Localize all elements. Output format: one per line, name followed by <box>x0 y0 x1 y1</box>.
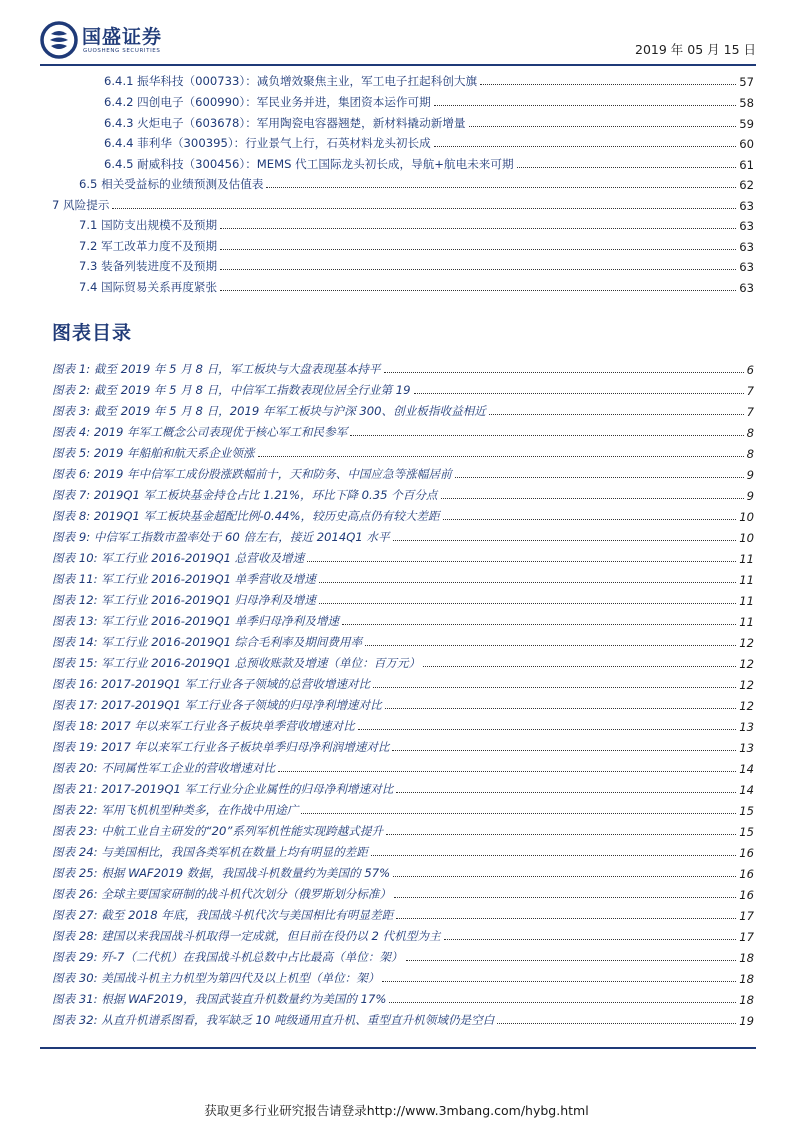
figure-entry-label: 图表 14: 军工行业 2016-2019Q1 综合毛利率及期间费用率 <box>52 635 363 649</box>
figure-entry[interactable] <box>52 882 754 902</box>
figure-entry[interactable] <box>52 693 754 713</box>
toc-entry-label: 6.4.4 菲利华（300395）：行业景气上行，石英材料龙头初长成 <box>104 136 431 150</box>
toc-entry[interactable] <box>79 234 754 254</box>
leader-dots <box>307 561 736 562</box>
toc-entry[interactable] <box>104 69 754 89</box>
figure-entry[interactable] <box>52 378 754 398</box>
leader-dots <box>384 372 744 373</box>
leader-dots <box>258 456 744 457</box>
figure-entry[interactable] <box>52 777 754 797</box>
leader-dots <box>319 582 736 583</box>
toc-entry[interactable] <box>79 172 754 192</box>
figure-entry-page: 15 <box>739 804 754 818</box>
figure-entry-page: 8 <box>746 426 754 440</box>
figure-entry-page: 16 <box>739 867 754 881</box>
leader-dots <box>396 792 736 793</box>
figure-entry-label: 图表 22: 军用飞机机型种类多，在作战中用途广 <box>52 803 299 817</box>
figure-entry-label: 图表 15: 军工行业 2016-2019Q1 总预收账款及增速（单位：百万元） <box>52 656 421 670</box>
figure-entry-label: 图表 29: 歼-7（二代机）在我国战斗机总数中占比最高（单位：架） <box>52 950 403 964</box>
figure-entry-page: 14 <box>739 783 754 797</box>
figure-entry[interactable] <box>52 462 754 482</box>
figure-entry[interactable] <box>52 714 754 734</box>
figure-entry-label: 图表 4: 2019 年军工概念公司表现优于核心军工和民参军 <box>52 425 348 439</box>
figure-entry-label: 图表 17: 2017-2019Q1 军工行业各子领域的归母净利增速对比 <box>52 698 382 712</box>
leader-dots <box>220 249 736 250</box>
figure-entry[interactable] <box>52 756 754 776</box>
figure-entry-label: 图表 16: 2017-2019Q1 军工行业各子领域的总营收增速对比 <box>52 677 371 691</box>
figure-entry[interactable] <box>52 525 754 545</box>
leader-dots <box>394 897 736 898</box>
leader-dots <box>434 105 737 106</box>
leader-dots <box>444 939 737 940</box>
figure-entry[interactable] <box>52 924 754 944</box>
page-header <box>40 18 756 64</box>
figure-entry-page: 12 <box>739 636 754 650</box>
figure-entry-page: 18 <box>739 972 754 986</box>
logo-text-en: GUOSHENG SECURITIES <box>83 48 161 54</box>
figure-entry[interactable] <box>52 966 754 986</box>
toc-entry-page: 63 <box>739 240 754 254</box>
figure-entry-page: 11 <box>739 594 754 608</box>
figure-entry-page: 7 <box>746 384 754 398</box>
figure-entry[interactable] <box>52 735 754 755</box>
leader-dots <box>392 750 736 751</box>
leader-dots <box>358 729 737 730</box>
figure-entry-label: 图表 31: 根据 WAF2019，我国武装直升机数量约为美国的 17% <box>52 992 387 1006</box>
figure-entry-page: 18 <box>739 951 754 965</box>
leader-dots <box>396 918 736 919</box>
figure-entry[interactable] <box>52 630 754 650</box>
leader-dots <box>517 167 737 168</box>
figure-entry-label: 图表 7: 2019Q1 军工板块基金持仓占比 1.21%，环比下降 0.35 个百分点 <box>52 488 438 502</box>
toc-entry-page: 61 <box>739 158 754 172</box>
leader-dots <box>469 126 737 127</box>
leader-dots <box>350 435 743 436</box>
toc-entry-label: 7.2 军工改革力度不及预期 <box>79 239 218 253</box>
toc-entry[interactable] <box>104 111 754 131</box>
figure-entry-page: 12 <box>739 699 754 713</box>
figure-entry-label: 图表 25: 根据 WAF2019 数据，我国战斗机数量约为美国的 57% <box>52 866 391 880</box>
leader-dots <box>319 603 736 604</box>
figure-entry[interactable] <box>52 483 754 503</box>
toc-entry-page: 57 <box>739 75 754 89</box>
leader-dots <box>406 960 737 961</box>
figure-entry-page: 13 <box>739 741 754 755</box>
figure-entry[interactable] <box>52 903 754 923</box>
figure-entry-page: 16 <box>739 846 754 860</box>
leader-dots <box>443 519 737 520</box>
figure-entry[interactable] <box>52 651 754 671</box>
toc-entry[interactable] <box>79 213 754 233</box>
figure-entry-page: 9 <box>746 468 754 482</box>
figure-entry[interactable] <box>52 798 754 818</box>
toc-entry-label: 7.4 国际贸易关系再度紧张 <box>79 280 218 294</box>
logo-text-cn: 国盛证券 <box>82 26 163 48</box>
leader-dots <box>220 269 736 270</box>
figure-entry-label: 图表 24: 与美国相比，我国各类军机在数量上均有明显的差距 <box>52 845 368 859</box>
figure-entry-label: 图表 11: 军工行业 2016-2019Q1 单季营收及增速 <box>52 572 316 586</box>
leader-dots <box>371 855 736 856</box>
leader-dots <box>441 498 744 499</box>
leader-dots <box>489 414 744 415</box>
toc-entry-label: 7 风险提示 <box>52 198 110 212</box>
figure-entry[interactable] <box>52 1008 754 1028</box>
leader-dots <box>112 208 736 209</box>
toc-entry[interactable] <box>79 275 754 295</box>
figure-entry-label: 图表 10: 军工行业 2016-2019Q1 总营收及增速 <box>52 551 305 565</box>
leader-dots <box>434 146 737 147</box>
figure-entry[interactable] <box>52 420 754 440</box>
toc-entry-page: 63 <box>739 260 754 274</box>
toc-entry[interactable] <box>104 131 754 151</box>
figure-entry-label: 图表 6: 2019 年中信军工成份股涨跌幅前十，天和防务、中国应急等涨幅居前 <box>52 467 452 481</box>
leader-dots <box>393 876 736 877</box>
figure-entry-label: 图表 12: 军工行业 2016-2019Q1 归母净利及增速 <box>52 593 316 607</box>
toc-entry-label: 6.4.1 振华科技（000733）：减负增效聚焦主业，军工电子扛起科创大旗 <box>104 74 478 88</box>
toc-entry-page: 59 <box>739 117 754 131</box>
figure-entry-page: 11 <box>739 615 754 629</box>
figure-entry-label: 图表 32: 从直升机谱系图看，我军缺乏 10 吨级通用直升机、重型直升机领域仍是空白 <box>52 1013 495 1027</box>
report-date: 2019 年 05 月 15 日 <box>635 42 756 57</box>
leader-dots <box>386 834 736 835</box>
figure-entry-page: 14 <box>739 762 754 776</box>
figure-entry-page: 11 <box>739 552 754 566</box>
leader-dots <box>373 687 736 688</box>
toc-entry-page: 63 <box>739 199 754 213</box>
leader-dots <box>342 624 736 625</box>
figure-entry[interactable] <box>52 567 754 587</box>
leader-dots <box>385 708 737 709</box>
leader-dots <box>220 290 736 291</box>
leader-dots <box>365 645 736 646</box>
leader-dots <box>393 540 737 541</box>
figure-entry-label: 图表 8: 2019Q1 军工板块基金超配比例-0.44%，较历史高点仍有较大差距 <box>52 509 440 523</box>
figure-entry-page: 8 <box>746 447 754 461</box>
figure-entry-label: 图表 28: 建国以来我国战斗机取得一定成就，但目前在役仍以 2 代机型为主 <box>52 929 441 943</box>
figure-entry[interactable] <box>52 504 754 524</box>
leader-dots <box>497 1023 736 1024</box>
leader-dots <box>423 666 736 667</box>
toc-entry[interactable] <box>52 193 754 213</box>
figures-index-title: 图表目录 <box>52 322 133 344</box>
header-divider <box>40 64 756 66</box>
figure-entry-label: 图表 21: 2017-2019Q1 军工行业分企业属性的归母净利增速对比 <box>52 782 394 796</box>
toc-entry-label: 7.3 装备列装进度不及预期 <box>79 259 218 273</box>
figure-entry-page: 6 <box>746 363 754 377</box>
leader-dots <box>480 84 736 85</box>
figure-entry[interactable] <box>52 945 754 965</box>
figure-entry-label: 图表 1: 截至 2019 年 5 月 8 日，军工板块与大盘表现基本持平 <box>52 362 381 376</box>
toc-entry[interactable] <box>104 152 754 172</box>
figure-entry-label: 图表 23: 中航工业自主研发的“20”系列军机性能实现跨越式提升 <box>52 824 384 838</box>
figure-entry[interactable] <box>52 819 754 839</box>
figure-entry-label: 图表 27: 截至 2018 年底，我国战斗机代次与美国相比有明显差距 <box>52 908 394 922</box>
toc-entry-label: 6.5 相关受益标的业绩预测及估值表 <box>79 177 264 191</box>
figure-entry[interactable] <box>52 399 754 419</box>
figure-entry[interactable] <box>52 546 754 566</box>
figure-entry-label: 图表 5: 2019 年船舶和航天系企业领涨 <box>52 446 255 460</box>
toc-entry-page: 63 <box>739 219 754 233</box>
toc-entry-label: 6.4.3 火炬电子（603678）：军用陶瓷电容器翘楚，新材料撬动新增量 <box>104 116 466 130</box>
figure-entry-page: 9 <box>746 489 754 503</box>
figure-entry[interactable] <box>52 588 754 608</box>
toc-entry-label: 6.4.5 耐威科技（300456）：MEMS 代工国际龙头初长成，导航+航电未来可期 <box>104 157 514 171</box>
figure-entry-page: 10 <box>739 531 754 545</box>
figure-entry-page: 10 <box>739 510 754 524</box>
figure-entry-page: 13 <box>739 720 754 734</box>
figure-entry[interactable] <box>52 357 754 377</box>
toc-entry-page: 62 <box>739 178 754 192</box>
toc-entry-page: 58 <box>739 96 754 110</box>
figure-entry-page: 12 <box>739 678 754 692</box>
figure-entry[interactable] <box>52 840 754 860</box>
logo-mark-icon <box>40 21 78 59</box>
toc-entry-label: 7.1 国防支出规模不及预期 <box>79 218 218 232</box>
toc-entry-page: 63 <box>739 281 754 295</box>
figure-entry[interactable] <box>52 672 754 692</box>
figure-entry-page: 16 <box>739 888 754 902</box>
footer-link[interactable]: 获取更多行业研究报告请登录http://www.3mbang.com/hybg.html <box>204 1103 589 1118</box>
toc-entry[interactable] <box>104 90 754 110</box>
figure-entry-label: 图表 2: 截至 2019 年 5 月 8 日，中信军工指数表现位居全行业第 19 <box>52 383 411 397</box>
toc-entry[interactable] <box>79 254 754 274</box>
leader-dots <box>455 477 744 478</box>
figure-entry[interactable] <box>52 861 754 881</box>
figure-entry-page: 19 <box>739 1014 754 1028</box>
footer-divider <box>40 1047 756 1049</box>
figure-entry-page: 18 <box>739 993 754 1007</box>
figure-entry-page: 11 <box>739 573 754 587</box>
leader-dots <box>220 228 736 229</box>
figure-entry-label: 图表 30: 美国战斗机主力机型为第四代及以上机型（单位：架） <box>52 971 380 985</box>
figure-entry-label: 图表 9: 中信军工指数市盈率处于 60 倍左右，接近 2014Q1 水平 <box>52 530 390 544</box>
figure-entry-label: 图表 19: 2017 年以来军工行业各子板块单季归母净利润增速对比 <box>52 740 390 754</box>
figure-entry-page: 17 <box>739 930 754 944</box>
figure-entry[interactable] <box>52 609 754 629</box>
figure-entry-page: 7 <box>746 405 754 419</box>
toc-entry-page: 60 <box>739 137 754 151</box>
leader-dots <box>389 1002 736 1003</box>
figure-entry-label: 图表 3: 截至 2019 年 5 月 8 日，2019 年军工板块与沪深 300、创业板指收益相近 <box>52 404 486 418</box>
figure-entry-label: 图表 20: 不同属性军工企业的营收增速对比 <box>52 761 276 775</box>
figure-entry-page: 15 <box>739 825 754 839</box>
figure-entry[interactable] <box>52 987 754 1007</box>
figure-entry-label: 图表 26: 全球主要国家研制的战斗机代次划分（俄罗斯划分标准） <box>52 887 392 901</box>
figure-entry-label: 图表 13: 军工行业 2016-2019Q1 单季归母净利及增速 <box>52 614 340 628</box>
figure-entry-page: 17 <box>739 909 754 923</box>
leader-dots <box>266 187 736 188</box>
figure-entry[interactable] <box>52 441 754 461</box>
company-logo <box>40 18 240 62</box>
leader-dots <box>301 813 736 814</box>
figure-entry-label: 图表 18: 2017 年以来军工行业各子板块单季营收增速对比 <box>52 719 355 733</box>
leader-dots <box>414 393 744 394</box>
figure-entry-page: 12 <box>739 657 754 671</box>
toc-entry-label: 6.4.2 四创电子（600990）：军民业务并进，集团资本运作可期 <box>104 95 431 109</box>
leader-dots <box>382 981 736 982</box>
leader-dots <box>278 771 736 772</box>
